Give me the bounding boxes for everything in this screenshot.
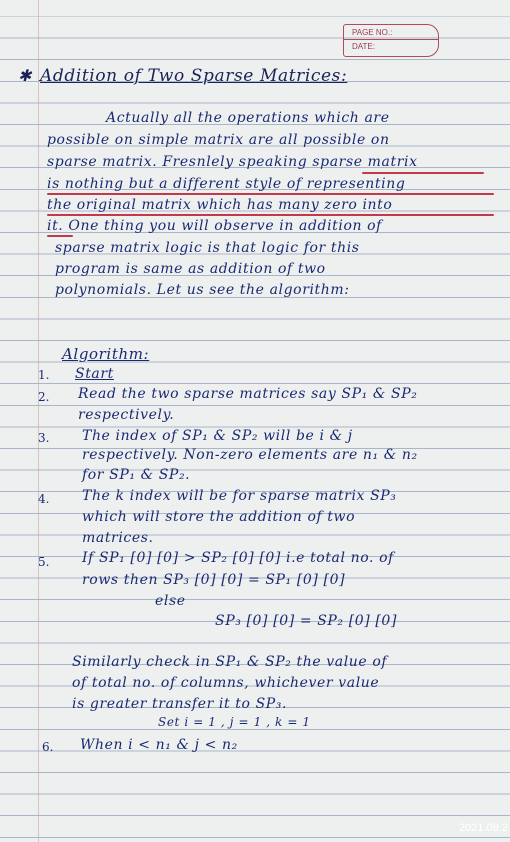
step-number: 1. (38, 368, 50, 382)
intro-line: polynomials. Let us see the algorithm: (55, 282, 350, 298)
page-title: Addition of Two Sparse Matrices: (40, 66, 348, 86)
red-underline (47, 193, 494, 195)
date-label: DATE: (352, 42, 375, 51)
step-number: 3. (38, 431, 50, 445)
similarly-line: Set i = 1 , j = 1 , k = 1 (158, 715, 311, 729)
intro-line: it. One thing you will observe in addition of (47, 218, 382, 234)
photo-timestamp: 2021.09.2 (459, 822, 508, 834)
step-line: The index of SP₁ & SP₂ will be i & j (82, 428, 353, 444)
intro-line: is nothing but a different style of representing (47, 176, 406, 192)
step-line: which will store the addition of two (82, 509, 356, 525)
step-line: When i < n₁ & j < n₂ (80, 737, 238, 753)
step-line: If SP₁ [0] [0] > SP₂ [0] [0] i.e total no. of (82, 550, 394, 566)
similarly-line: Similarly check in SP₁ & SP₂ the value of (72, 654, 388, 670)
intro-line: Actually all the operations which are (106, 110, 390, 126)
step-line: for SP₁ & SP₂. (82, 467, 191, 483)
similarly-line: of total no. of columns, whichever value (72, 675, 380, 691)
step-line: rows then SP₃ [0] [0] = SP₁ [0] [0] (82, 572, 346, 588)
step-line: matrices. (82, 530, 154, 546)
intro-line: sparse matrix. Fresnlely speaking sparse matrix (47, 154, 418, 170)
red-underline (47, 235, 73, 237)
red-underline (362, 172, 484, 174)
title-bullet: ✱ (18, 66, 33, 85)
page-no-label: PAGE NO.: (352, 28, 393, 37)
margin-line (38, 0, 39, 842)
step-number: 5. (38, 555, 50, 569)
intro-line: program is same as addition of two (55, 261, 326, 277)
step-line: respectively. Non-zero elements are n₁ & n₂ (82, 447, 418, 463)
intro-line: sparse matrix logic is that logic for this (55, 240, 360, 256)
step-line: Read the two sparse matrices say SP₁ & SP₂ (78, 386, 418, 402)
step-line: SP₃ [0] [0] = SP₂ [0] [0] (215, 613, 398, 629)
page-header-box (343, 24, 439, 57)
step-line: respectively. (78, 407, 175, 423)
step-line: else (155, 593, 186, 609)
step-number: 2. (38, 390, 50, 404)
intro-line: the original matrix which has many zero into (47, 197, 393, 213)
intro-line: possible on simple matrix are all possible on (47, 132, 390, 148)
algorithm-heading: Algorithm: (62, 345, 150, 363)
step-line: The k index will be for sparse matrix SP₃ (82, 488, 397, 504)
red-underline (47, 214, 494, 216)
similarly-line: is greater transfer it to SP₃. (72, 696, 288, 712)
step-number: 6. (42, 740, 54, 754)
step-line: Start (75, 366, 114, 382)
step-number: 4. (38, 492, 50, 506)
